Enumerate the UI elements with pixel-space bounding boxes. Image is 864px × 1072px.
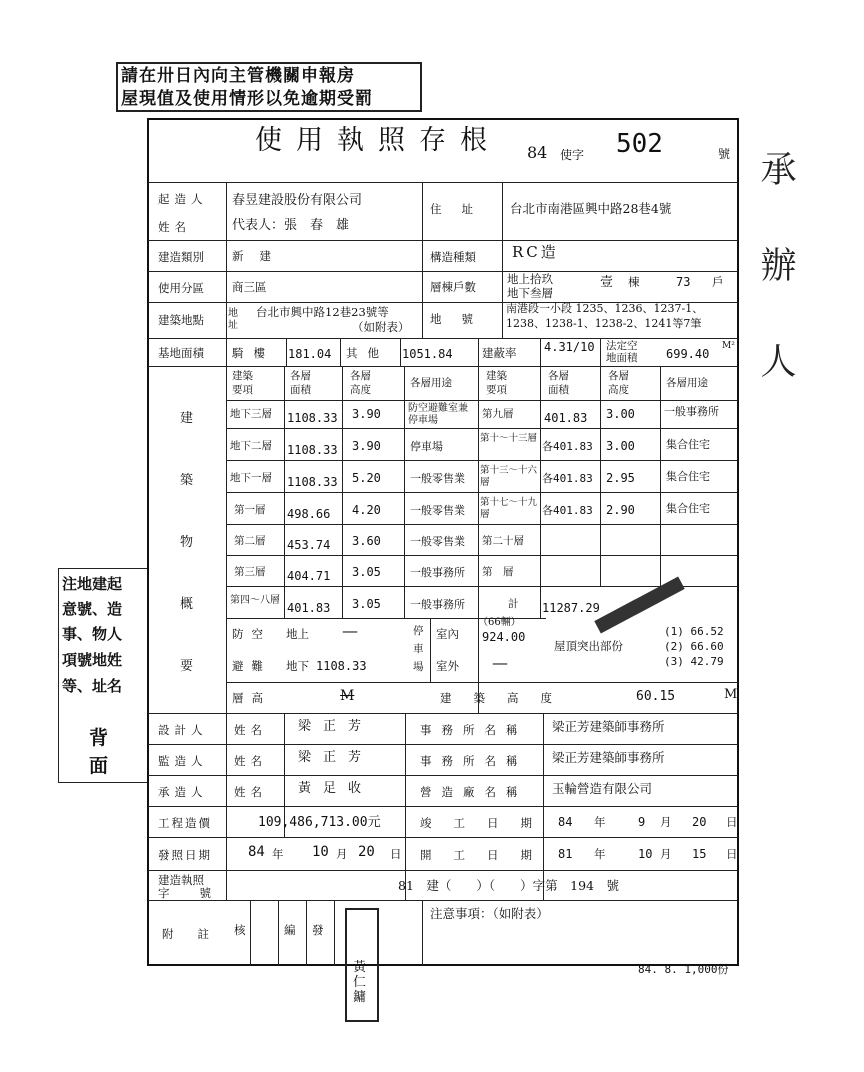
issue-year: 84 xyxy=(248,844,265,860)
supervisor-office-label: 事務所名稱 xyxy=(420,754,528,768)
roof-3: (3) 42.79 xyxy=(664,655,724,668)
category-label: 建造類別 xyxy=(158,250,204,264)
contractor-name: 黃足收 xyxy=(298,781,374,796)
notes-label: 附註 xyxy=(162,927,233,941)
start-label: 開工日期 xyxy=(420,848,554,862)
completion-label: 竣工日期 xyxy=(420,816,554,830)
left-note-line-2: 意號、造 xyxy=(62,600,123,618)
floors-above: 地上拾玖 xyxy=(507,272,553,286)
title-number: 502 xyxy=(616,129,663,159)
left-floor-use: 一般事務所 xyxy=(410,566,465,579)
building-side-char-5: 要 xyxy=(180,659,194,674)
site-note: （如附表） xyxy=(352,320,410,334)
hdr-item-r-1: 建築 xyxy=(486,370,507,382)
applicant-rep: 代表人：張 春 雄 xyxy=(232,218,350,233)
completion-day-unit: 日 xyxy=(726,815,738,829)
issue-month-unit: 月 xyxy=(336,847,348,861)
shelter-label-1: 防空 xyxy=(232,627,271,641)
site-prefix: 地址 xyxy=(228,308,238,331)
other-value: 1051.84 xyxy=(402,347,453,361)
notes-item-3: 發 xyxy=(312,923,324,937)
contractor-office-label: 營造廠名稱 xyxy=(420,785,528,799)
indoor-value: 924.00 xyxy=(482,630,526,644)
left-floor-height: 4.20 xyxy=(352,503,381,517)
completion-month-unit: 月 xyxy=(660,815,672,829)
left-floor-name: 第二層 xyxy=(234,535,266,547)
hdr-use-r: 各層用途 xyxy=(666,377,708,389)
hdr-item-1: 建築 xyxy=(232,370,253,382)
household-count: 73 xyxy=(676,275,691,289)
left-floor-height: 3.60 xyxy=(352,534,381,548)
start-year-unit: 年 xyxy=(594,847,606,861)
left-floor-area: 1108.33 xyxy=(287,443,338,457)
contractor-role: 承造人 xyxy=(158,785,208,799)
title-year: 84 xyxy=(527,143,548,162)
left-floor-name: 第三層 xyxy=(234,566,266,578)
building-side-char-3: 物 xyxy=(180,535,194,550)
supervisor-name: 梁正芳 xyxy=(298,750,374,765)
right-floor-name: 第十七～十九層 xyxy=(480,497,538,520)
hdr-height-2: 高度 xyxy=(350,384,371,396)
right-floor-height: 2.90 xyxy=(606,503,635,517)
indoor-label: 室內 xyxy=(436,627,459,641)
shelter-above-label: 地上 xyxy=(286,627,309,641)
start-month-unit: 月 xyxy=(660,847,672,861)
right-floor-name: 第 層 xyxy=(482,566,514,578)
cost-label: 工程造價 xyxy=(158,816,212,830)
outdoor-label: 室外 xyxy=(436,659,459,673)
right-floor-use: 一般事務所 xyxy=(664,405,719,418)
shelter-below-value: 1108.33 xyxy=(316,659,367,673)
notes-item-2: 編 xyxy=(284,923,296,937)
right-floor-use: 集合住宅 xyxy=(666,470,710,483)
floors-below: 地下叁層 xyxy=(507,286,553,300)
official-stamp xyxy=(345,908,379,1022)
attention-text: 注意事項：（如附表） xyxy=(430,906,549,921)
floors-count-label: 層棟戶數 xyxy=(430,280,476,294)
right-floor-height: 3.00 xyxy=(606,439,635,453)
completion-month: 9 xyxy=(638,815,646,829)
hdr-height-r-1: 各層 xyxy=(608,370,629,382)
open-space-label-2: 地面積 xyxy=(606,352,638,364)
designer-name-label: 姓名 xyxy=(234,723,267,737)
notice-line-1: 請在卅日內向主管機關申報房 xyxy=(121,66,355,86)
right-side-handwriting: 承辦人 xyxy=(755,150,796,438)
left-floor-height: 3.05 xyxy=(352,565,381,579)
designer-role: 設計人 xyxy=(158,723,208,737)
building-height-value: 60.15 xyxy=(636,689,676,704)
left-floor-use: 停車場 xyxy=(410,440,443,453)
left-floor-area: 404.71 xyxy=(287,569,331,583)
left-floor-name: 第一層 xyxy=(234,504,266,516)
start-day-unit: 日 xyxy=(726,847,738,861)
building-height-unit: M xyxy=(724,687,738,702)
notes-item-1: 核 xyxy=(234,923,246,937)
total-area: 11287.29 xyxy=(542,601,600,615)
supervisor-name-label: 姓名 xyxy=(234,754,267,768)
hdr-area-r-2: 面積 xyxy=(548,384,569,396)
designer-office-label: 事務所名稱 xyxy=(420,723,528,737)
start-day: 15 xyxy=(692,847,707,861)
left-note-line-3: 事、物人 xyxy=(62,625,123,643)
right-floor-use: 集合住宅 xyxy=(666,502,710,515)
shelter-below-label: 地下 xyxy=(286,659,309,673)
shelter-above-value: — xyxy=(342,621,358,640)
coverage-label: 建蔽率 xyxy=(482,346,517,360)
applicant-name-label: 姓名 xyxy=(158,220,191,234)
issue-label: 發照日期 xyxy=(158,848,212,862)
site-label: 建築地點 xyxy=(158,313,204,327)
left-floor-area: 401.83 xyxy=(287,601,331,615)
shelter-label-2: 避難 xyxy=(232,659,271,673)
permit-label-2: 字號 xyxy=(158,886,241,900)
coverage-value: 4.31/10 xyxy=(544,340,595,354)
building-side-char-1: 建 xyxy=(180,411,194,426)
left-floor-height: 3.90 xyxy=(352,407,381,421)
designer-name: 梁正芳 xyxy=(298,719,374,734)
completion-day: 20 xyxy=(692,815,707,829)
form-title: 使用執照存根 xyxy=(255,125,501,156)
hdr-area-1: 各層 xyxy=(290,370,311,382)
permit-text: 81 建（ ）（ ）字第 194 號 xyxy=(398,878,620,893)
structure-label: 構造種類 xyxy=(430,250,476,264)
floor-height-value: M xyxy=(340,688,355,704)
title-word: 使字 xyxy=(560,148,585,162)
left-floor-height: 3.90 xyxy=(352,439,381,453)
completion-year-unit: 年 xyxy=(594,815,606,829)
print-note: 84. 8. 1,000份 xyxy=(638,963,729,976)
floor-height-label: 層高 xyxy=(232,691,271,705)
zoning-label: 使用分區 xyxy=(158,281,204,295)
right-floor-name: 第九層 xyxy=(482,408,514,420)
address-label: 住址 xyxy=(430,202,493,216)
issue-day-unit: 日 xyxy=(390,847,402,861)
arcade-value: 181.04 xyxy=(288,347,332,361)
roof-2: (2) 66.60 xyxy=(664,640,724,653)
lot-line-2: 1238、1238-1、1238-2、1241等7筆 xyxy=(506,317,702,330)
indoor-count: （66輛） xyxy=(478,617,521,628)
left-note-line-5: 等、址名 xyxy=(62,677,123,695)
notice-line-2: 屋現值及使用情形以免逾期受罰 xyxy=(121,89,373,109)
right-floor-name: 第二十層 xyxy=(482,535,524,547)
hdr-area-2: 面積 xyxy=(290,384,311,396)
roof-label: 屋頂突出部份 xyxy=(554,639,623,653)
right-floor-area: 401.83 xyxy=(544,411,588,425)
contractor-office: 玉輪營造有限公司 xyxy=(552,781,653,796)
structure-value: RC造 xyxy=(512,243,559,261)
left-floor-area: 498.66 xyxy=(287,507,331,521)
building-unit: 棟 xyxy=(628,275,640,289)
left-floor-height: 5.20 xyxy=(352,471,381,485)
left-note-back-1: 背 xyxy=(89,727,109,749)
left-floor-use: 一般事務所 xyxy=(410,598,465,611)
hdr-use: 各層用途 xyxy=(410,377,452,389)
left-floor-use: 一般零售業 xyxy=(410,472,465,485)
right-floor-area: 各401.83 xyxy=(542,472,593,485)
building-side-char-2: 築 xyxy=(180,473,194,488)
right-floor-area: 各401.83 xyxy=(542,440,593,453)
left-floor-area: 453.74 xyxy=(287,538,331,552)
left-side-note xyxy=(58,568,148,783)
right-floor-use: 集合住宅 xyxy=(666,438,710,451)
hdr-height-1: 各層 xyxy=(350,370,371,382)
contractor-name-label: 姓名 xyxy=(234,785,267,799)
other-label: 其他 xyxy=(346,346,389,360)
supervisor-office: 梁正芳建築師事務所 xyxy=(552,750,665,765)
right-floor-name: 計 xyxy=(508,598,519,610)
supervisor-role: 監造人 xyxy=(158,754,208,768)
applicant-company: 春昱建設股份有限公司 xyxy=(232,193,363,208)
left-floor-area: 1108.33 xyxy=(287,475,338,489)
title-suffix: 號 xyxy=(718,147,731,161)
open-space-unit: M² xyxy=(722,341,735,351)
site-area-label: 基地面積 xyxy=(158,346,204,360)
left-floor-use: 防空避難室兼停車場 xyxy=(408,403,468,426)
notice-box xyxy=(116,62,422,112)
left-floor-use: 一般零售業 xyxy=(410,535,465,548)
permit-label-1: 建造執照 xyxy=(158,873,204,887)
left-floor-use: 一般零售業 xyxy=(410,504,465,517)
zoning-value: 商三區 xyxy=(232,280,267,294)
completion-year: 84 xyxy=(558,815,573,829)
left-floor-height: 3.05 xyxy=(352,597,381,611)
right-floor-height: 3.00 xyxy=(606,407,635,421)
lot-label: 地號 xyxy=(430,312,493,326)
building-count: 壹 xyxy=(600,275,614,290)
household-unit: 戶 xyxy=(712,275,724,289)
designer-office: 梁正芳建築師事務所 xyxy=(552,719,665,734)
cost-value: 109,486,713.00元 xyxy=(258,815,381,830)
applicant-address: 台北市南港區興中路28巷4號 xyxy=(510,201,672,216)
roof-1: (1) 66.52 xyxy=(664,625,724,638)
category-value: 新建 xyxy=(232,249,287,263)
left-floor-name: 地下三層 xyxy=(230,408,272,420)
left-floor-name: 地下二層 xyxy=(230,440,272,452)
right-floor-name: 第十～十三層 xyxy=(480,433,538,444)
hdr-height-r-2: 高度 xyxy=(608,384,629,396)
stamp-name: 黃仁鏞 xyxy=(353,960,367,1005)
outdoor-value: — xyxy=(492,653,508,672)
arcade-label: 騎樓 xyxy=(232,346,275,360)
applicant-role-label: 起造人 xyxy=(158,192,208,206)
right-floor-area: 各401.83 xyxy=(542,504,593,517)
issue-day: 20 xyxy=(358,844,375,860)
left-floor-area: 1108.33 xyxy=(287,411,338,425)
hdr-item-2: 要項 xyxy=(232,384,253,396)
right-floor-height: 2.95 xyxy=(606,471,635,485)
lot-line-1: 南港段一小段 1235、1236、1237-1、 xyxy=(506,302,704,315)
left-floor-name: 第四～八層 xyxy=(230,595,280,606)
building-side-char-4: 概 xyxy=(180,597,194,612)
parking-label: 停車場 xyxy=(413,625,424,673)
left-floor-name: 地下一層 xyxy=(230,472,272,484)
start-month: 10 xyxy=(638,847,653,861)
left-note-line-1: 注地建起 xyxy=(62,575,123,593)
left-note-back-2: 面 xyxy=(89,755,109,777)
open-space-value: 699.40 xyxy=(666,347,710,361)
start-year: 81 xyxy=(558,847,573,861)
site-address: 台北市興中路12巷23號等 xyxy=(256,305,389,319)
issue-month: 10 xyxy=(312,844,329,860)
hdr-item-r-2: 要項 xyxy=(486,384,507,396)
issue-year-unit: 年 xyxy=(272,847,284,861)
hdr-area-r-1: 各層 xyxy=(548,370,569,382)
left-note-line-4: 項號地姓 xyxy=(62,651,123,669)
right-floor-name: 第十三～十六層 xyxy=(480,465,538,488)
open-space-label-1: 法定空 xyxy=(606,340,638,352)
building-height-label: 建築高度 xyxy=(440,691,574,705)
